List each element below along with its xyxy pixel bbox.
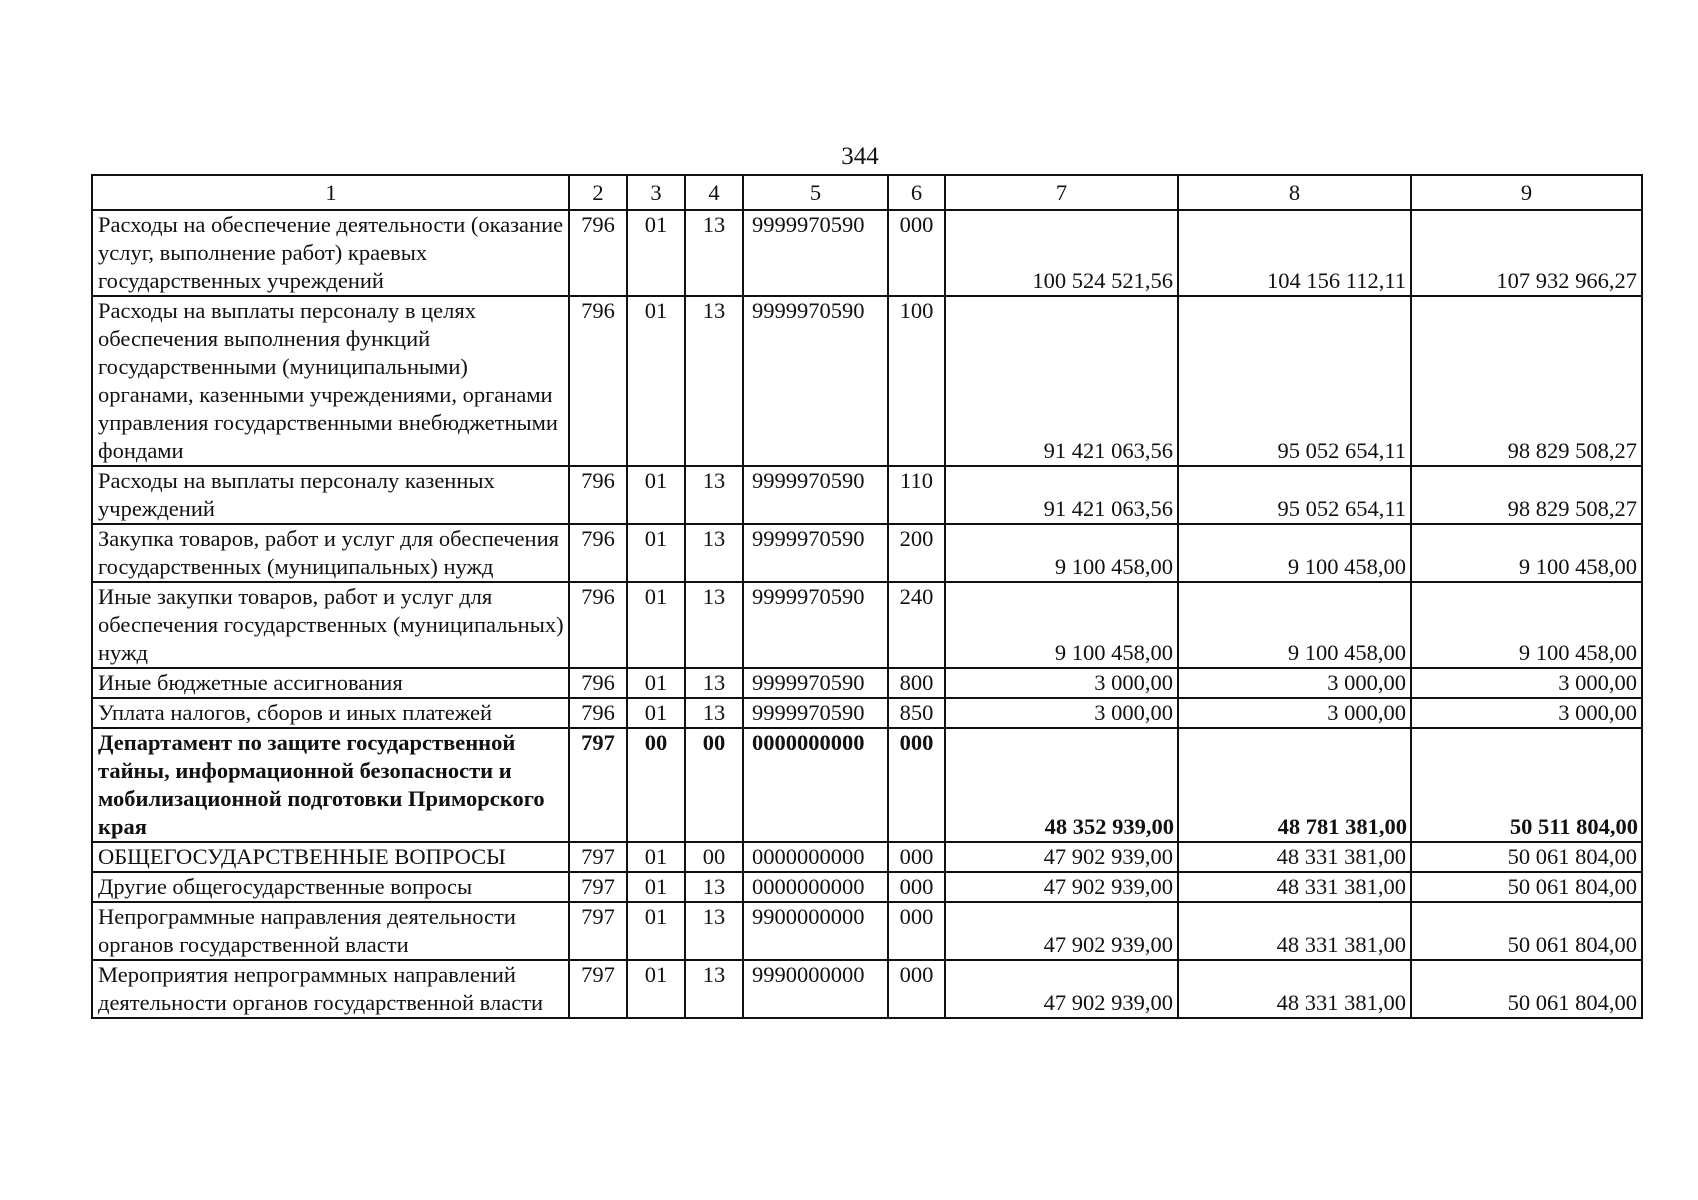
amount-year-1: 47 902 939,00 bbox=[945, 842, 1178, 872]
table-row bbox=[92, 960, 1642, 1018]
amount-year-2: 3 000,00 bbox=[1178, 698, 1411, 728]
amount-year-2: 48 781 381,00 bbox=[1178, 728, 1411, 842]
table-row bbox=[92, 902, 1642, 960]
column-header: 7 bbox=[945, 175, 1178, 210]
ministry-code: 797 bbox=[569, 728, 627, 842]
table-row bbox=[92, 872, 1642, 902]
table-row bbox=[92, 842, 1642, 872]
amount-year-3: 50 511 804,00 bbox=[1411, 728, 1642, 842]
target-article-code: 9999970590 bbox=[743, 668, 888, 698]
target-article-code: 0000000000 bbox=[743, 728, 888, 842]
table-row bbox=[92, 466, 1642, 524]
ministry-code: 796 bbox=[569, 668, 627, 698]
amount-year-1: 47 902 939,00 bbox=[945, 960, 1178, 1018]
amount-year-2: 104 156 112,11 bbox=[1178, 210, 1411, 296]
section-code: 01 bbox=[627, 842, 685, 872]
target-article-code: 9999970590 bbox=[743, 296, 888, 466]
column-header: 2 bbox=[569, 175, 627, 210]
ministry-code: 797 bbox=[569, 902, 627, 960]
amount-year-1: 91 421 063,56 bbox=[945, 466, 1178, 524]
column-header: 4 bbox=[685, 175, 743, 210]
target-article-code: 0000000000 bbox=[743, 872, 888, 902]
subsection-code: 00 bbox=[685, 728, 743, 842]
subsection-code: 13 bbox=[685, 960, 743, 1018]
ministry-code: 797 bbox=[569, 842, 627, 872]
expense-type-code: 240 bbox=[888, 582, 945, 668]
table-row bbox=[92, 524, 1642, 582]
column-header: 5 bbox=[743, 175, 888, 210]
table-row bbox=[92, 668, 1642, 698]
column-header: 9 bbox=[1411, 175, 1642, 210]
amount-year-3: 9 100 458,00 bbox=[1411, 524, 1642, 582]
amount-year-2: 48 331 381,00 bbox=[1178, 872, 1411, 902]
row-name: Иные закупки товаров, работ и услуг для обеспечения государственных (муниципальных) нужд bbox=[92, 582, 569, 668]
subsection-code: 13 bbox=[685, 466, 743, 524]
amount-year-2: 9 100 458,00 bbox=[1178, 524, 1411, 582]
expense-type-code: 000 bbox=[888, 960, 945, 1018]
expense-type-code: 200 bbox=[888, 524, 945, 582]
amount-year-2: 95 052 654,11 bbox=[1178, 296, 1411, 466]
row-name: Иные бюджетные ассигнования bbox=[92, 668, 569, 698]
section-code: 01 bbox=[627, 582, 685, 668]
amount-year-1: 91 421 063,56 bbox=[945, 296, 1178, 466]
amount-year-2: 48 331 381,00 bbox=[1178, 960, 1411, 1018]
ministry-code: 796 bbox=[569, 582, 627, 668]
amount-year-1: 47 902 939,00 bbox=[945, 872, 1178, 902]
expense-type-code: 000 bbox=[888, 210, 945, 296]
amount-year-1: 3 000,00 bbox=[945, 698, 1178, 728]
amount-year-3: 50 061 804,00 bbox=[1411, 960, 1642, 1018]
expense-type-code: 100 bbox=[888, 296, 945, 466]
ministry-code: 796 bbox=[569, 466, 627, 524]
row-name: Закупка товаров, работ и услуг для обеспечения государственных (муниципальных) нужд bbox=[92, 524, 569, 582]
table-row bbox=[92, 210, 1642, 296]
expense-type-code: 110 bbox=[888, 466, 945, 524]
amount-year-1: 47 902 939,00 bbox=[945, 902, 1178, 960]
target-article-code: 9999970590 bbox=[743, 524, 888, 582]
amount-year-3: 3 000,00 bbox=[1411, 698, 1642, 728]
row-name: Другие общегосударственные вопросы bbox=[92, 872, 569, 902]
table-row bbox=[92, 698, 1642, 728]
row-name: ОБЩЕГОСУДАРСТВЕННЫЕ ВОПРОСЫ bbox=[92, 842, 569, 872]
page-number: 344 bbox=[841, 143, 879, 170]
amount-year-2: 95 052 654,11 bbox=[1178, 466, 1411, 524]
expense-type-code: 000 bbox=[888, 872, 945, 902]
section-code: 01 bbox=[627, 902, 685, 960]
expense-type-code: 850 bbox=[888, 698, 945, 728]
ministry-code: 796 bbox=[569, 698, 627, 728]
row-name: Уплата налогов, сборов и иных платежей bbox=[92, 698, 569, 728]
table-row bbox=[92, 582, 1642, 668]
amount-year-2: 48 331 381,00 bbox=[1178, 902, 1411, 960]
ministry-code: 796 bbox=[569, 210, 627, 296]
target-article-code: 9999970590 bbox=[743, 698, 888, 728]
section-code: 01 bbox=[627, 210, 685, 296]
budget-table bbox=[91, 174, 1643, 1019]
section-code: 01 bbox=[627, 296, 685, 466]
row-name: Мероприятия непрограммных направлений деятельности органов государственной власти bbox=[92, 960, 569, 1018]
expense-type-code: 000 bbox=[888, 842, 945, 872]
row-name: Расходы на выплаты персоналу казенных учреждений bbox=[92, 466, 569, 524]
subsection-code: 13 bbox=[685, 524, 743, 582]
amount-year-1: 9 100 458,00 bbox=[945, 582, 1178, 668]
section-code: 01 bbox=[627, 698, 685, 728]
expense-type-code: 800 bbox=[888, 668, 945, 698]
subsection-code: 13 bbox=[685, 698, 743, 728]
expense-type-code: 000 bbox=[888, 902, 945, 960]
amount-year-1: 3 000,00 bbox=[945, 668, 1178, 698]
table-row bbox=[92, 296, 1642, 466]
subsection-code: 13 bbox=[685, 668, 743, 698]
amount-year-2: 9 100 458,00 bbox=[1178, 582, 1411, 668]
section-code: 01 bbox=[627, 872, 685, 902]
table-header-row bbox=[92, 175, 1642, 210]
target-article-code: 9900000000 bbox=[743, 902, 888, 960]
column-header: 1 bbox=[92, 175, 569, 210]
amount-year-1: 9 100 458,00 bbox=[945, 524, 1178, 582]
amount-year-3: 107 932 966,27 bbox=[1411, 210, 1642, 296]
column-header: 6 bbox=[888, 175, 945, 210]
target-article-code: 9999970590 bbox=[743, 582, 888, 668]
column-header: 8 bbox=[1178, 175, 1411, 210]
section-code: 01 bbox=[627, 668, 685, 698]
amount-year-1: 48 352 939,00 bbox=[945, 728, 1178, 842]
subsection-code: 13 bbox=[685, 872, 743, 902]
target-article-code: 9999970590 bbox=[743, 210, 888, 296]
section-code: 01 bbox=[627, 960, 685, 1018]
target-article-code: 0000000000 bbox=[743, 842, 888, 872]
table-row-department bbox=[92, 728, 1642, 842]
expense-type-code: 000 bbox=[888, 728, 945, 842]
subsection-code: 13 bbox=[685, 582, 743, 668]
ministry-code: 796 bbox=[569, 524, 627, 582]
ministry-code: 797 bbox=[569, 960, 627, 1018]
subsection-code: 13 bbox=[685, 210, 743, 296]
amount-year-3: 98 829 508,27 bbox=[1411, 466, 1642, 524]
amount-year-3: 50 061 804,00 bbox=[1411, 872, 1642, 902]
target-article-code: 9999970590 bbox=[743, 466, 888, 524]
target-article-code: 9990000000 bbox=[743, 960, 888, 1018]
subsection-code: 13 bbox=[685, 296, 743, 466]
amount-year-2: 3 000,00 bbox=[1178, 668, 1411, 698]
subsection-code: 13 bbox=[685, 902, 743, 960]
row-name: Департамент по защите государственной тайны, информационной безопасности и мобилизационной подготовки Приморского края bbox=[92, 728, 569, 842]
amount-year-3: 98 829 508,27 bbox=[1411, 296, 1642, 466]
row-name: Непрограммные направления деятельности органов государственной власти bbox=[92, 902, 569, 960]
amount-year-3: 50 061 804,00 bbox=[1411, 842, 1642, 872]
row-name: Расходы на обеспечение деятельности (оказание услуг, выполнение работ) краевых государственных учреждений bbox=[92, 210, 569, 296]
column-header: 3 bbox=[627, 175, 685, 210]
amount-year-2: 48 331 381,00 bbox=[1178, 842, 1411, 872]
section-code: 00 bbox=[627, 728, 685, 842]
amount-year-3: 50 061 804,00 bbox=[1411, 902, 1642, 960]
section-code: 01 bbox=[627, 466, 685, 524]
amount-year-3: 9 100 458,00 bbox=[1411, 582, 1642, 668]
subsection-code: 00 bbox=[685, 842, 743, 872]
ministry-code: 796 bbox=[569, 296, 627, 466]
amount-year-1: 100 524 521,56 bbox=[945, 210, 1178, 296]
row-name: Расходы на выплаты персоналу в целях обеспечения выполнения функций государственными (муниципальными) органами, казенными учреждениями, органами управления государственными внебюджетными фондами bbox=[92, 296, 569, 466]
amount-year-3: 3 000,00 bbox=[1411, 668, 1642, 698]
ministry-code: 797 bbox=[569, 872, 627, 902]
section-code: 01 bbox=[627, 524, 685, 582]
